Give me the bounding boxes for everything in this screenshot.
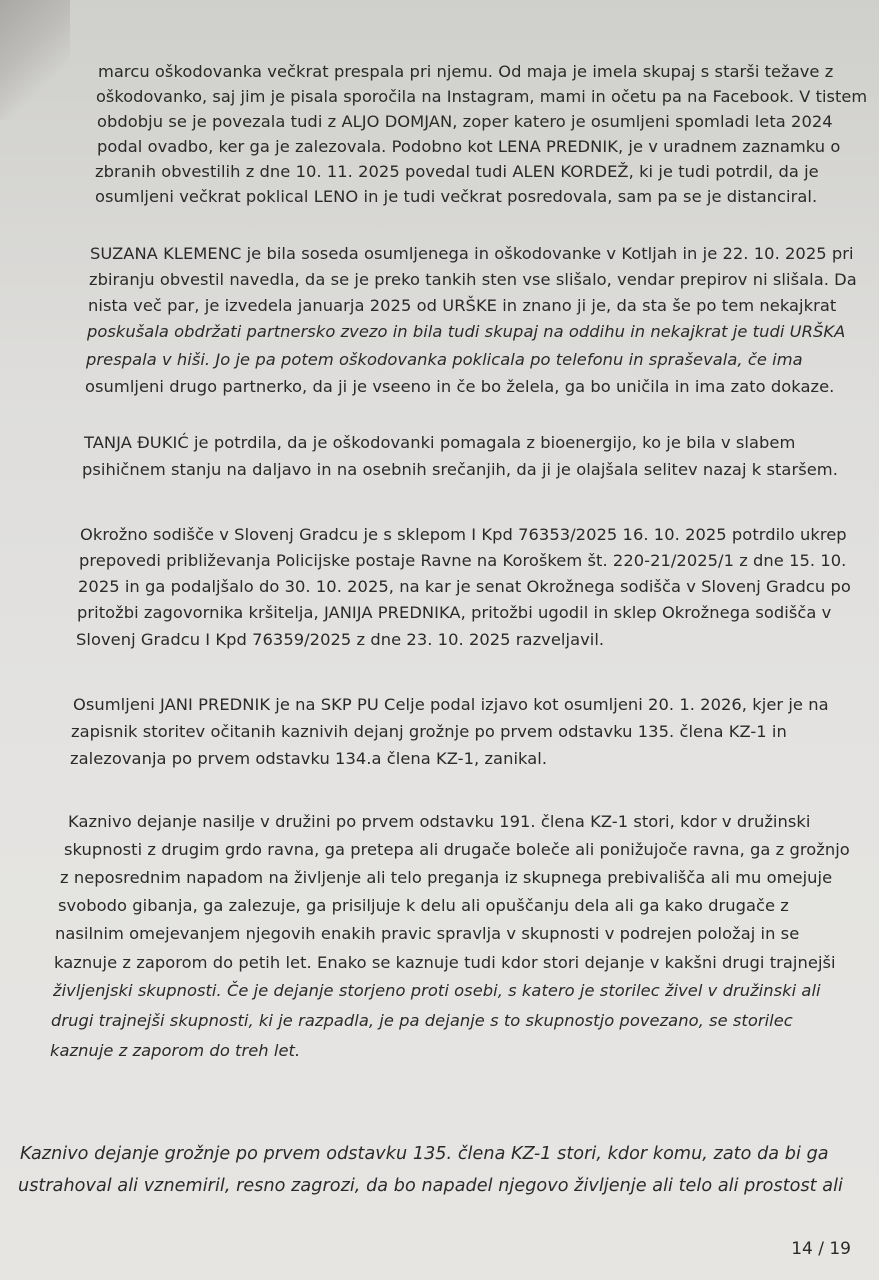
text-line: Okrožno sodišče v Slovenj Gradcu je s sklepom I Kpd 76353/2025 16. 10. 2025 potrdilo ukrep <box>80 525 847 544</box>
text-line: nasilnim omejevanjem njegovih enakih pravic spravlja v skupnosti v podrejen položaj in se <box>55 924 800 943</box>
text-line: nista več par, je izvedela januarja 2025 od URŠKE in znano ji je, da sta še po tem nekajkrat <box>88 296 837 315</box>
text-line: pritožbi zagovornika kršitelja, JANIJA PREDNIKA, pritožbi ugodil in sklep Okrožnega sodišča v <box>77 603 832 622</box>
text-line: ustrahoval ali vznemiril, resno zagrozi, da bo napadel njegovo življenje ali telo ali prostost ali <box>18 1176 843 1196</box>
text-line: marcu oškodovanka večkrat prespala pri njemu. Od maja je imela skupaj s starši težave z <box>98 62 834 81</box>
text-line: poskušala obdržati partnersko zvezo in bila tudi skupaj na oddihu in nekajkrat je tudi URŠKA <box>87 322 846 341</box>
text-line: zbiranju obvestil navedla, da se je preko tankih sten vse slišalo, vendar prepirov ni slišala. Da <box>89 270 857 289</box>
text-line: Slovenj Gradcu I Kpd 76359/2025 z dne 23. 10. 2025 razveljavil. <box>76 630 605 649</box>
text-line: osumljeni drugo partnerko, da ji je vseeno in če bo želela, ga bo uničila in ima zato dokaze. <box>85 377 835 396</box>
text-line: 2025 in ga podaljšalo do 30. 10. 2025, na kar je senat Okrožnega sodišča v Slovenj Gradcu po <box>78 577 851 596</box>
text-line: drugi trajnejši skupnosti, ki je razpadla, je pa dejanje s to skupnostjo povezano, se storilec <box>51 1011 793 1030</box>
text-line: skupnosti z drugim grdo ravna, ga pretepa ali drugače boleče ali ponižujoče ravna, ga z grožnjo <box>64 840 850 859</box>
text-line: SUZANA KLEMENC je bila soseda osumljenega in oškodovanke v Kotljah in je 22. 10. 2025 pri <box>90 244 854 263</box>
page-number: 14 / 19 <box>791 1239 851 1259</box>
text-line: svobodo gibanja, ga zalezuje, ga prisiljuje k delu ali opuščanju dela ali ga kako drugače z <box>58 896 789 915</box>
text-line: obdobju se je povezala tudi z ALJO DOMJAN, zoper katero je osumljeni spomladi leta 2024 <box>97 112 833 131</box>
text-line: psihičnem stanju na daljavo in na osebnih srečanjih, da ji je olajšala selitev nazaj k staršem. <box>82 460 838 479</box>
text-line: življenjski skupnosti. Če je dejanje storjeno proti osebi, s katero je storilec živel v družinski ali <box>53 981 821 1000</box>
text-line: zapisnik storitev očitanih kaznivih dejanj grožnje po prvem odstavku 135. člena KZ-1 in <box>71 722 787 741</box>
text-line: zbranih obvestilih z dne 10. 11. 2025 povedal tudi ALEN KORDEŽ, ki je tudi potrdil, da je <box>95 162 819 181</box>
text-line: prepovedi približevanja Policijske postaje Ravne na Koroškem št. 220-21/2025/1 z dne 15. 10. <box>79 551 847 570</box>
text-line: prespala v hiši. Jo je pa potem oškodovanka poklicala po telefonu in spraševala, če ima <box>86 350 803 369</box>
text-line: osumljeni večkrat poklical LENO in je tudi večkrat posredovala, sam pa se je distanciral. <box>95 187 818 206</box>
text-line: kaznuje z zaporom do treh let. <box>50 1041 301 1060</box>
text-line: zalezovanja po prvem odstavku 134.a člena KZ-1, zanikal. <box>70 749 548 768</box>
text-line: TANJA ĐUKIĆ je potrdila, da je oškodovanki pomagala z bioenergijo, ko je bila v slabem <box>84 433 796 452</box>
text-line: podal ovadbo, ker ga je zalezovala. Podobno kot LENA PREDNIK, je v uradnem zaznamku o <box>97 137 841 156</box>
text-line: z neposrednim napadom na življenje ali telo preganja iz skupnega prebivališča ali mu omejuje <box>60 868 833 887</box>
text-line: Kaznivo dejanje nasilje v družini po prvem odstavku 191. člena KZ-1 stori, kdor v družinski <box>68 812 811 831</box>
text-line: Osumljeni JANI PREDNIK je na SKP PU Celje podal izjavo kot osumljeni 20. 1. 2026, kjer je na <box>73 695 829 714</box>
text-line: Kaznivo dejanje grožnje po prvem odstavku 135. člena KZ-1 stori, kdor komu, zato da bi ga <box>20 1144 829 1164</box>
text-line: oškodovanko, saj jim je pisala sporočila na Instagram, mami in očetu pa na Facebook. V tistem <box>96 87 868 106</box>
text-line: kaznuje z zaporom do petih let. Enako se kaznuje tudi kdor stori dejanje v kakšni drugi trajnejši <box>54 953 836 972</box>
